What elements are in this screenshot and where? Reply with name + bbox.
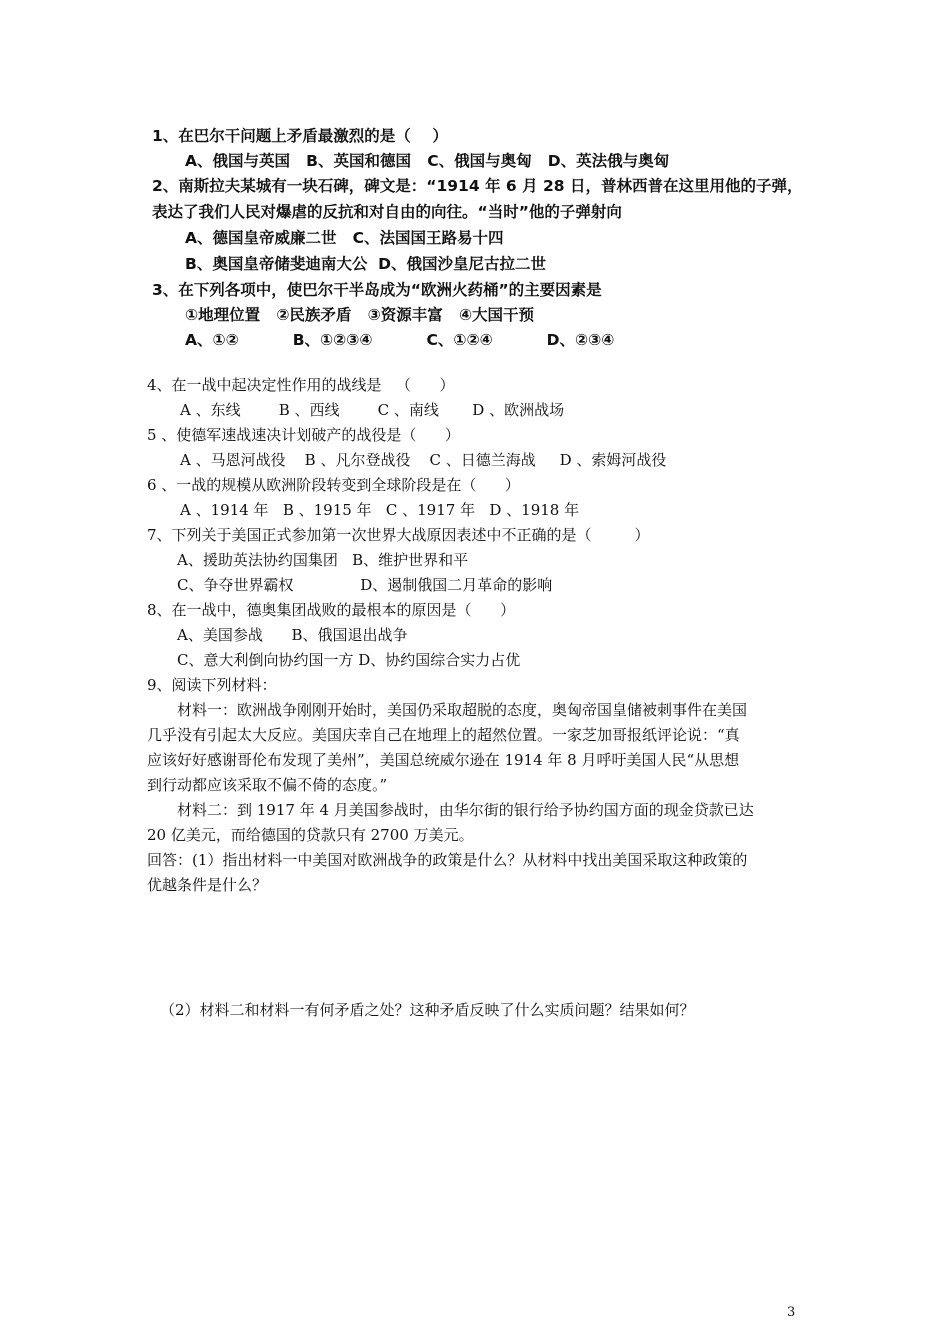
question-6-options: A 、1914 年 B 、1915 年 C 、1917 年 D 、1918 年 — [180, 501, 580, 519]
question-2-stem-line-2: 表达了我们人民对爆虐的反抗和对自由的向往。“当时”他的子弹射向 — [152, 203, 622, 221]
question-5-stem: 5 、使德军速战速决计划破产的战役是（ ） — [147, 426, 460, 444]
question-2-options-line-2: B、奥国皇帝储斐迪南大公 D、俄国沙皇尼古拉二世 — [185, 255, 546, 273]
question-4-options: A 、东线 B 、西线 C 、南线 D 、欧洲战场 — [180, 401, 565, 419]
question-8-stem: 8、在一战中，德奥集团战败的最根本的原因是（ ） — [147, 601, 516, 619]
question-3-items: ①地理位置 ②民族矛盾 ③资源丰富 ④大国干预 — [185, 306, 535, 324]
question-9-stem: 9、阅读下列材料： — [147, 676, 277, 694]
material-1-line-2: 几乎没有引起太大反应。美国庆幸自己在地理上的超然位置。一家芝加哥报纸评论说：“真 — [147, 726, 740, 744]
question-2-options-line-1: A、德国皇帝威廉二世 C、法国国王路易十四 — [185, 229, 504, 247]
question-2-stem-line-1: 2、南斯拉夫某城有一块石碑，碑文是：“1914 年 6 月 28 日，普林西普在这里用他的子弹， — [152, 177, 803, 195]
material-1-line-1: 材料一：欧洲战争刚刚开始时，美国仍采取超脱的态度，奥匈帝国皇储被刺事件在美国 — [177, 701, 748, 719]
question-5-options: A 、马恩河战役 B 、凡尔登战役 C 、日德兰海战 D 、索姆河战役 — [180, 451, 667, 469]
question-1-stem: 1、在巴尔干问题上矛盾最激烈的是（ ） — [152, 127, 448, 145]
question-6-stem: 6 、一战的规模从欧洲阶段转变到全球阶段是在（ ） — [147, 476, 520, 494]
answer-1-line-2: 优越条件是什么？ — [147, 876, 268, 894]
question-7-options-line-1: A、援助英法协约国集团 B、维护世界和平 — [177, 551, 469, 569]
question-8-options-line-2: C、意大利倒向协约国一方 D、协约国综合实力占优 — [177, 651, 521, 669]
question-1-options: A、俄国与英国 B、英国和德国 C、俄国与奥匈 D、英法俄与奥匈 — [185, 152, 670, 170]
question-3-stem: 3、在下列各项中，使巴尔干半岛成为“欧洲火药桶”的主要因素是 — [152, 281, 602, 299]
answer-1-line-1: 回答：(1）指出材料一中美国对欧洲战争的政策是什么？从材料中找出美国采取这种政策的 — [147, 851, 748, 869]
material-1-line-3: 应该好好感谢哥伦布发现了美州”，美国总统威尔逊在 1914 年 8 月呼吁美国人民“从思想 — [147, 751, 740, 769]
material-2-line-1: 材料二：到 1917 年 4 月美国参战时，由华尔街的银行给予协约国方面的现金贷款已达 — [177, 801, 754, 819]
material-2-line-2: 20 亿美元，而给德国的贷款只有 2700 万美元。 — [147, 826, 474, 844]
question-8-options-line-1: A、美国参战 B、俄国退出战争 — [177, 626, 408, 644]
material-1-line-4: 到行动都应该采取不偏不倚的态度。” — [147, 776, 388, 794]
question-4-stem: 4、在一战中起决定性作用的战线是 （ ） — [147, 376, 455, 394]
question-7-options-line-2: C、争夺世界霸权 D、遏制俄国二月革命的影响 — [177, 576, 553, 594]
question-7-stem: 7、下列关于美国正式参加第一次世界大战原因表述中不正确的是（ ） — [147, 526, 650, 544]
page-number: 3 — [787, 1305, 796, 1320]
answer-2: （2）材料二和材料一有何矛盾之处？这种矛盾反映了什么实质问题？结果如何？ — [160, 1001, 695, 1019]
question-3-options: A、①② B、①②③④ C、①②④ D、②③④ — [185, 331, 615, 349]
